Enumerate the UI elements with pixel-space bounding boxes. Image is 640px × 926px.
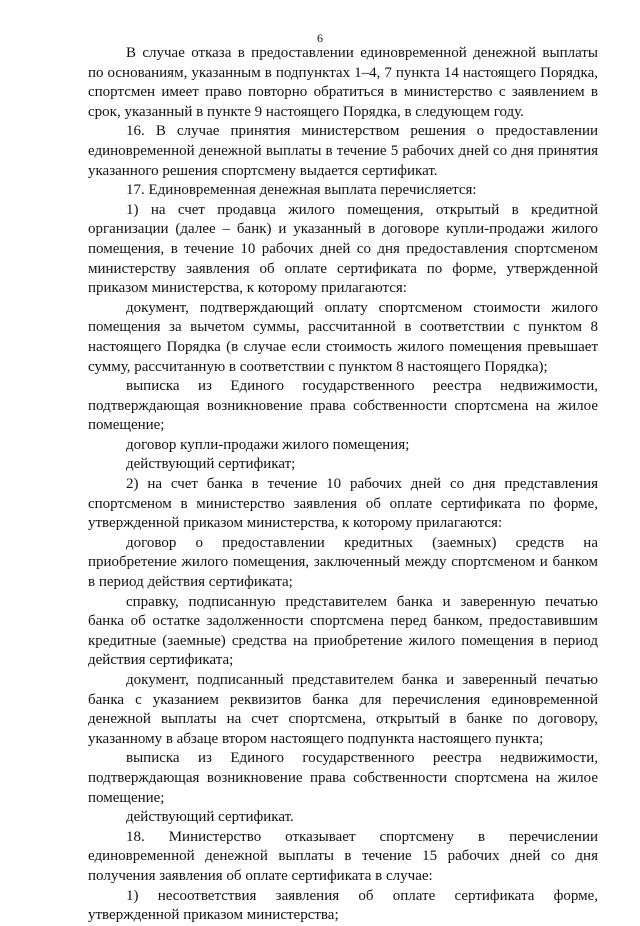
paragraph-sale-contract: договор купли-продажи жилого помещения; (126, 436, 410, 453)
paragraph-18-1-form-mismatch: 1) несоответствия заявления об оплате сертификата форме, утвержденной приказом министерства; (88, 887, 598, 924)
paragraph-17-1-seller-account: 1) на счет продавца жилого помещения, открытый в кредитной организации (далее – банк) и указанный в договоре купли-продажи жилого помещения, в течение 10 рабочих дней со дня предоставления спортсменом министерству заявления об оплате сертификата по форме, утвержденной приказом министерства, к которому прилагаются: (88, 201, 598, 297)
paragraph-bank-debt-statement: справку, подписанную представителем банка и заверенную печатью банка об остатке задолженности спортсмена перед банком, предоставившим кредитные (заемные) средства на приобретение жилого помещения в период действия сертификата; (88, 593, 598, 669)
paragraph-17-2-bank-account: 2) на счет банка в течение 10 рабочих дней со дня представления спортсменом в министерство заявления об оплате сертификата по форме, утвержденной приказом министерства, к которому прилагаются: (88, 476, 598, 532)
paragraph-credit-contract: договор о предоставлении кредитных (заемных) средств на приобретение жилого помещения, заключенный между спортсменом и банком в период действия сертификата; (88, 534, 598, 591)
paragraph-18-refusal: 18. Министерство отказывает спортсмену в перечислении единовременной денежной выплаты в течение 15 рабочих дней со дня получения заявления об оплате сертификата в случае: (88, 828, 598, 884)
paragraph-17-payment-transfer: 17. Единовременная денежная выплата перечисляется: (126, 182, 477, 199)
paragraph-refusal-repeat: В случае отказа в предоставлении единовременной денежной выплаты по основаниям, указанным в подпунктах 1–4, 7 пункта 14 настоящего Порядка, спортсмен имеет право повторно обратиться в министерство с заявлением в срок, указанный в пункте 9 настоящего Порядка, в следующем году. (88, 45, 598, 120)
page-number: 6 (317, 31, 323, 45)
paragraph-valid-certificate: действующий сертификат; (126, 456, 296, 473)
paragraph-valid-certificate-2: действующий сертификат. (126, 809, 294, 826)
paragraph-payment-document: документ, подтверждающий оплату спортсменом стоимости жилого помещения за вычетом суммы, рассчитанной в соответствии с пунктом 8 настоящего Порядка (в случае если стоимость жилого помещения превышает сумму, рассчитанную в соответствии с пунктом 8 настоящего Порядка); (88, 299, 598, 375)
paragraph-registry-extract-2: выписка из Единого государственного реестра недвижимости, подтверждающая возникновение права собственности спортсмена на жилое помещение; (88, 750, 598, 806)
paragraph-registry-extract: выписка из Единого государственного реестра недвижимости, подтверждающая возникновение права собственности спортсмена на жилое помещение; (88, 378, 598, 434)
paragraph-bank-requisites: документ, подписанный представителем банка и заверенный печатью банка с указанием реквизитов банка для перечисления единовременной денежной выплаты на счет спортсмена, открытый в банке по договору, указанному в абзаце втором настоящего подпункта настоящего пункта; (88, 672, 598, 747)
paragraph-16-certificate-issue: 16. В случае принятия министерством решения о предоставлении единовременной денежной выплаты в течение 5 рабочих дней со дня принятия указанного решения спортсмену выдается сертификат. (88, 123, 598, 179)
document-body (88, 44, 598, 926)
